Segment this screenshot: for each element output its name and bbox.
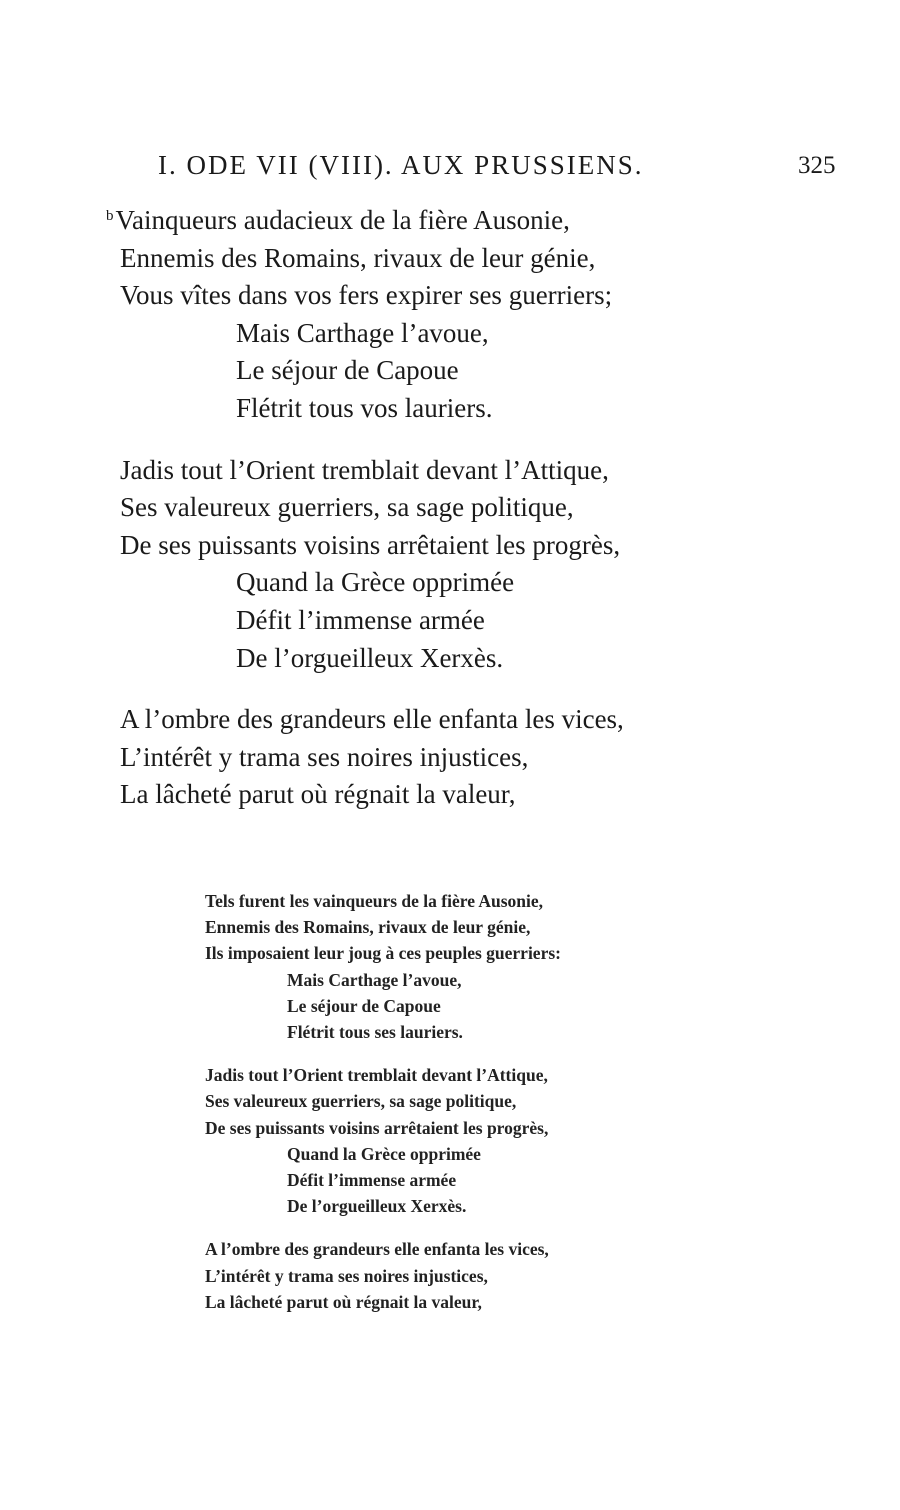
verse-line: [205, 1115, 765, 1141]
verse-line: [205, 1088, 765, 1114]
verse-text: De l’orgueilleux Xerxès.: [236, 642, 504, 673]
verse-line: [205, 1141, 765, 1167]
verse-line: [120, 315, 820, 353]
verse-line: [120, 602, 820, 640]
stanza: [205, 1236, 765, 1315]
verse-text: Ennemis des Romains, rivaux de leur génie,: [120, 242, 596, 273]
variant-footnote-poem: [205, 888, 765, 1332]
verse-line: [120, 390, 820, 428]
verse-text: Ses valeureux guerriers, sa sage politique,: [205, 1091, 517, 1112]
verse-line: [205, 888, 765, 914]
verse-text: Le séjour de Capoue: [236, 355, 459, 386]
verse-text: Quand la Grèce opprimée: [236, 567, 515, 598]
stanza: [205, 1062, 765, 1219]
verse-text: Ses valeureux guerriers, sa sage politique,: [120, 492, 574, 523]
verse-line: [205, 993, 765, 1019]
verse-text: Défit l’immense armée: [287, 1170, 457, 1191]
verse-text: Tels furent les vainqueurs de la fière Ausonie,: [205, 891, 544, 911]
verse-line: [205, 1193, 765, 1219]
stanza: [106, 198, 820, 428]
verse-text: Jadis tout l’Orient tremblait devant l’Attique,: [205, 1065, 548, 1086]
verse-text: L’intérêt y trama ses noires injustices,: [205, 1265, 488, 1286]
verse-text: La lâcheté parut où régnait la valeur,: [205, 1291, 482, 1312]
page-number: 325: [798, 152, 836, 179]
verse-line: [120, 701, 820, 739]
verse-text: A l’ombre des grandeurs elle enfanta les vices,: [205, 1239, 549, 1260]
verse-text: Vous vîtes dans vos fers expirer ses guerriers;: [120, 280, 613, 311]
verse-line: [205, 940, 765, 966]
verse-line: [120, 640, 820, 678]
verse-line: [205, 914, 765, 940]
verse-line: [205, 1167, 765, 1193]
verse-text: Ennemis des Romains, rivaux de leur génie,: [205, 917, 531, 938]
verse-text: Défit l’immense armée: [236, 604, 485, 635]
variant-marker: b: [106, 208, 114, 224]
stanza: [205, 888, 765, 1045]
verse-text: Quand la Grèce opprimée: [287, 1143, 481, 1164]
verse-line: [120, 564, 820, 602]
verse-line: [120, 277, 820, 315]
verse-line: [120, 452, 820, 490]
verse-text: Le séjour de Capoue: [287, 995, 441, 1016]
verse-text: Flétrit tous vos lauriers.: [236, 392, 493, 423]
verse-text: Mais Carthage l’avoue,: [287, 969, 462, 990]
verse-line: [205, 1263, 765, 1289]
running-title: I. ODE VII (VIII). AUX PRUSSIENS.: [158, 150, 644, 180]
verse-line: [205, 1236, 765, 1262]
verse-text: Flétrit tous ses lauriers.: [287, 1022, 463, 1043]
verse-line: [120, 527, 820, 565]
verse-line: [120, 739, 820, 777]
main-poem: [106, 198, 820, 838]
verse-line: [205, 1289, 765, 1315]
verse-text: La lâcheté parut où régnait la valeur,: [120, 779, 516, 810]
verse-text: Mais Carthage l’avoue,: [236, 317, 489, 348]
verse-text: De l’orgueilleux Xerxès.: [287, 1196, 467, 1217]
verse-line: [120, 776, 820, 814]
verse-text: A l’ombre des grandeurs elle enfanta les vices,: [120, 704, 624, 735]
stanza: [120, 701, 820, 814]
verse-line: [205, 1062, 765, 1088]
stanza: [120, 452, 820, 678]
verse-text: De ses puissants voisins arrêtaient les progrès,: [120, 529, 621, 560]
verse-line: [120, 352, 820, 390]
verse-text: Jadis tout l’Orient tremblait devant l’Attique,: [120, 454, 609, 485]
verse-line: [120, 240, 820, 278]
verse-line: [205, 967, 765, 993]
verse-text: Ils imposaient leur joug à ces peuples guerriers:: [205, 943, 561, 964]
verse-line: [120, 489, 820, 527]
verse-text: De ses puissants voisins arrêtaient les progrès,: [205, 1117, 549, 1138]
verse-text: L’intérêt y trama ses noires injustices,: [120, 741, 529, 772]
verse-line: [205, 1019, 765, 1045]
verse-text: Vainqueurs audacieux de la fière Ausonie,: [115, 205, 570, 235]
verse-line: [106, 198, 820, 240]
